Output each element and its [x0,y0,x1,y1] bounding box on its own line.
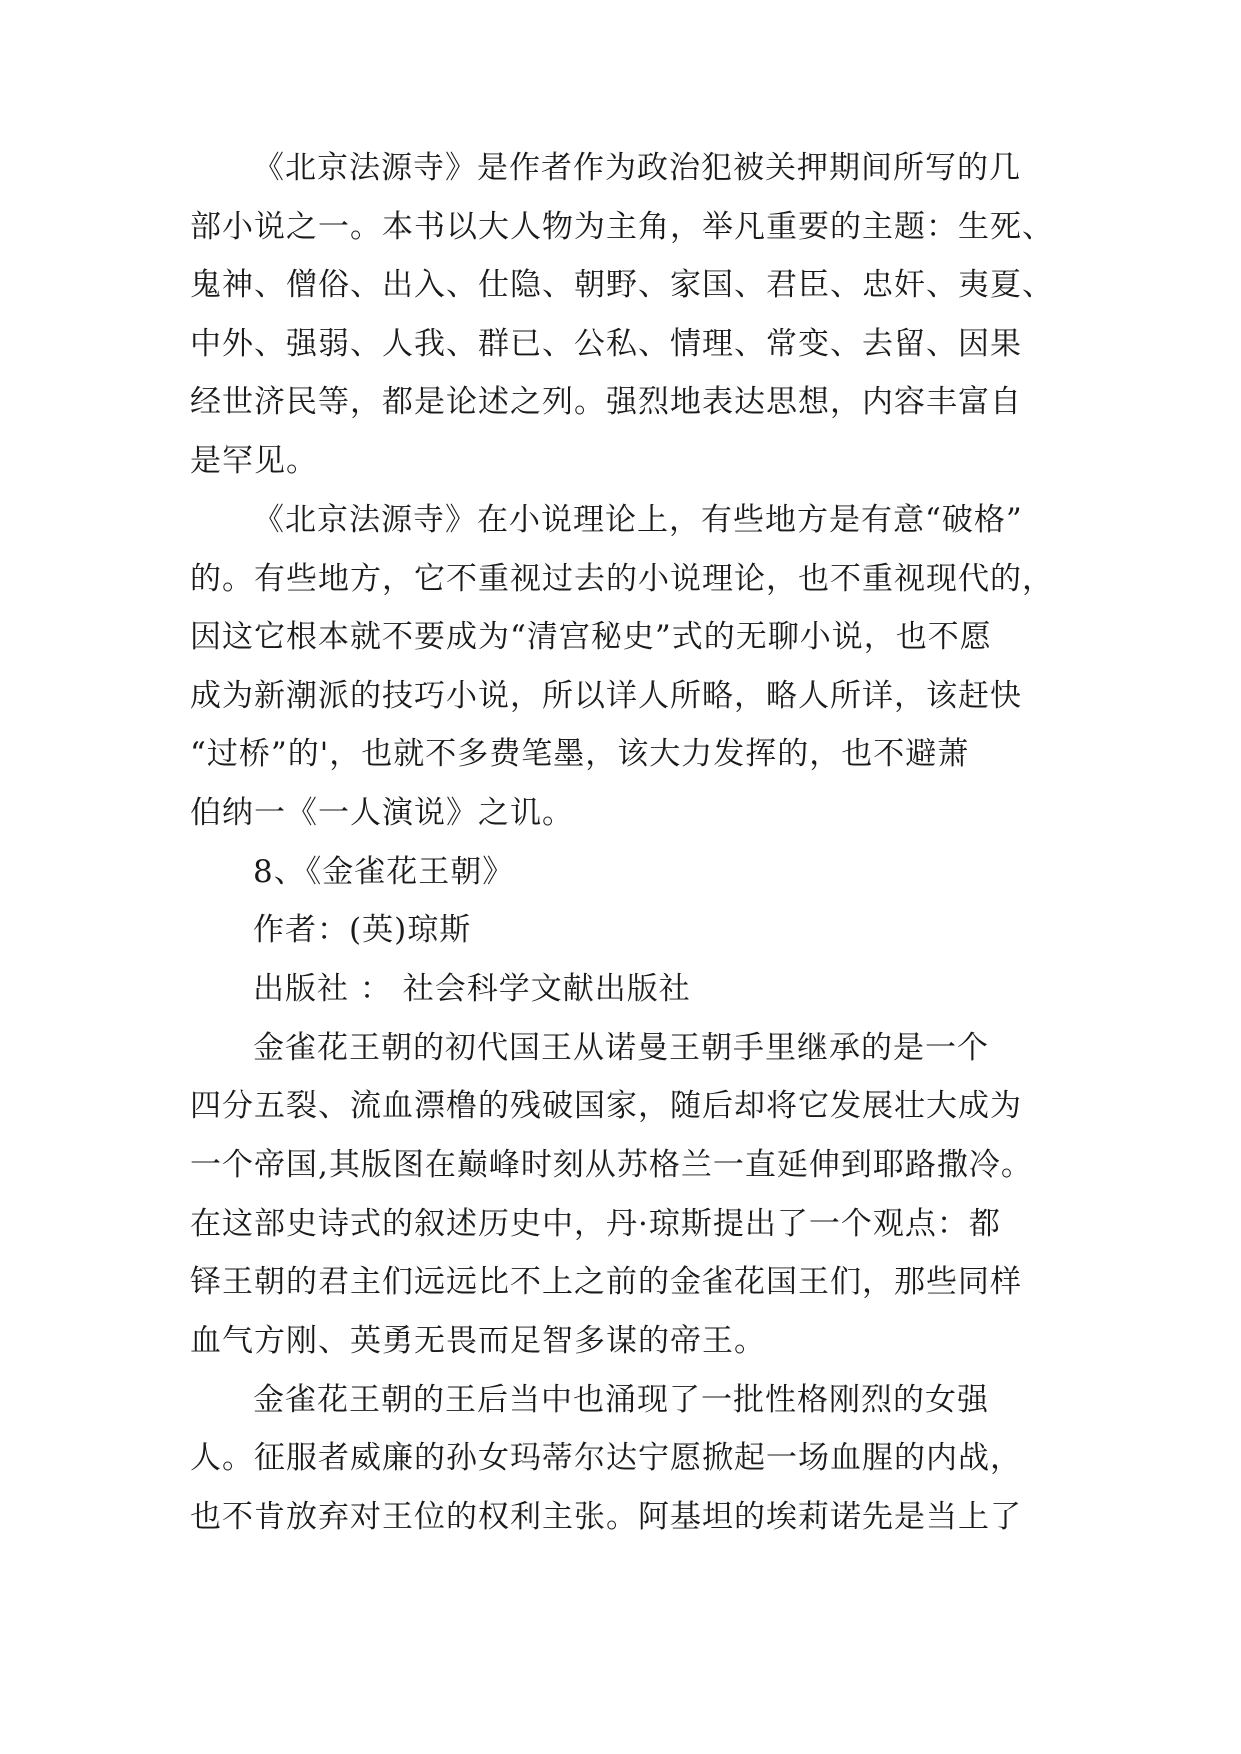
paragraph-1-line-4: 中外、强弱、人我、群已、公私、情理、常变、去留、因果 [190,326,1022,362]
book-author-line: 作者：(英)琼斯 [253,912,472,948]
paragraph-3-line-2: 四分五裂、流血漂橹的残破国家，随后却将它发展壮大成为 [190,1088,1022,1124]
paragraph-2-line-5: “过桥”的'，也就不多费笔墨，该大力发挥的，也不避萧 [190,736,970,772]
paragraph-2-line-2: 的。有些地方，它不重视过去的小说理论，也不重视现代的， [190,561,1054,597]
paragraph-1-line-6: 是罕见。 [190,443,318,479]
paragraph-3-line-5: 铎王朝的君主们远远比不上之前的金雀花国王们，那些同样 [190,1264,1022,1300]
paragraph-1-line-3: 鬼神、僧俗、出入、仕隐、朝野、家国、君臣、忠奸、夷夏、 [190,267,1054,303]
paragraph-4-line-1: 金雀花王朝的王后当中也涌现了一批性格刚烈的女强 [253,1382,989,1418]
paragraph-4-line-3: 也不肯放弃对王位的权利主张。阿基坦的埃莉诺先是当上了 [190,1499,1022,1535]
paragraph-3-line-4: 在这部史诗式的叙述历史中，丹·琼斯提出了一个观点：都 [190,1206,1001,1242]
paragraph-3-line-3: 一个帝国,其版图在巅峰时刻从苏格兰一直延伸到耶路撒冷。 [190,1147,1033,1183]
paragraph-2-line-3: 因这它根本就不要成为“清宫秘史”式的无聊小说，也不愿 [190,619,992,655]
book-title-heading: 8、《金雀花王朝》 [253,854,515,890]
paragraph-2-line-1: 《北京法源寺》在小说理论上，有些地方是有意“破格” [253,502,1023,538]
paragraph-3-line-1: 金雀花王朝的初代国王从诺曼王朝手里继承的是一个 [253,1030,989,1066]
paragraph-1-line-1: 《北京法源寺》是作者作为政治犯被关押期间所写的几 [253,150,1021,186]
paragraph-4-line-2: 人。征服者威廉的孙女玛蒂尔达宁愿掀起一场血腥的内战， [190,1440,1022,1476]
paragraph-2-line-4: 成为新潮派的技巧小说，所以详人所略，略人所详，该赶快 [190,678,1022,714]
paragraph-1-line-5: 经世济民等，都是论述之列。强烈地表达思想，内容丰富自 [190,384,1022,420]
paragraph-3-line-6: 血气方刚、英勇无畏而足智多谋的帝王。 [190,1323,766,1359]
paragraph-2-line-6: 伯纳一《一人演说》之讥。 [190,795,574,831]
paragraph-1-line-2: 部小说之一。本书以大人物为主角，举凡重要的主题：生死、 [190,209,1054,245]
book-publisher-line: 出版社 ： 社会科学文献出版社 [253,971,691,1007]
